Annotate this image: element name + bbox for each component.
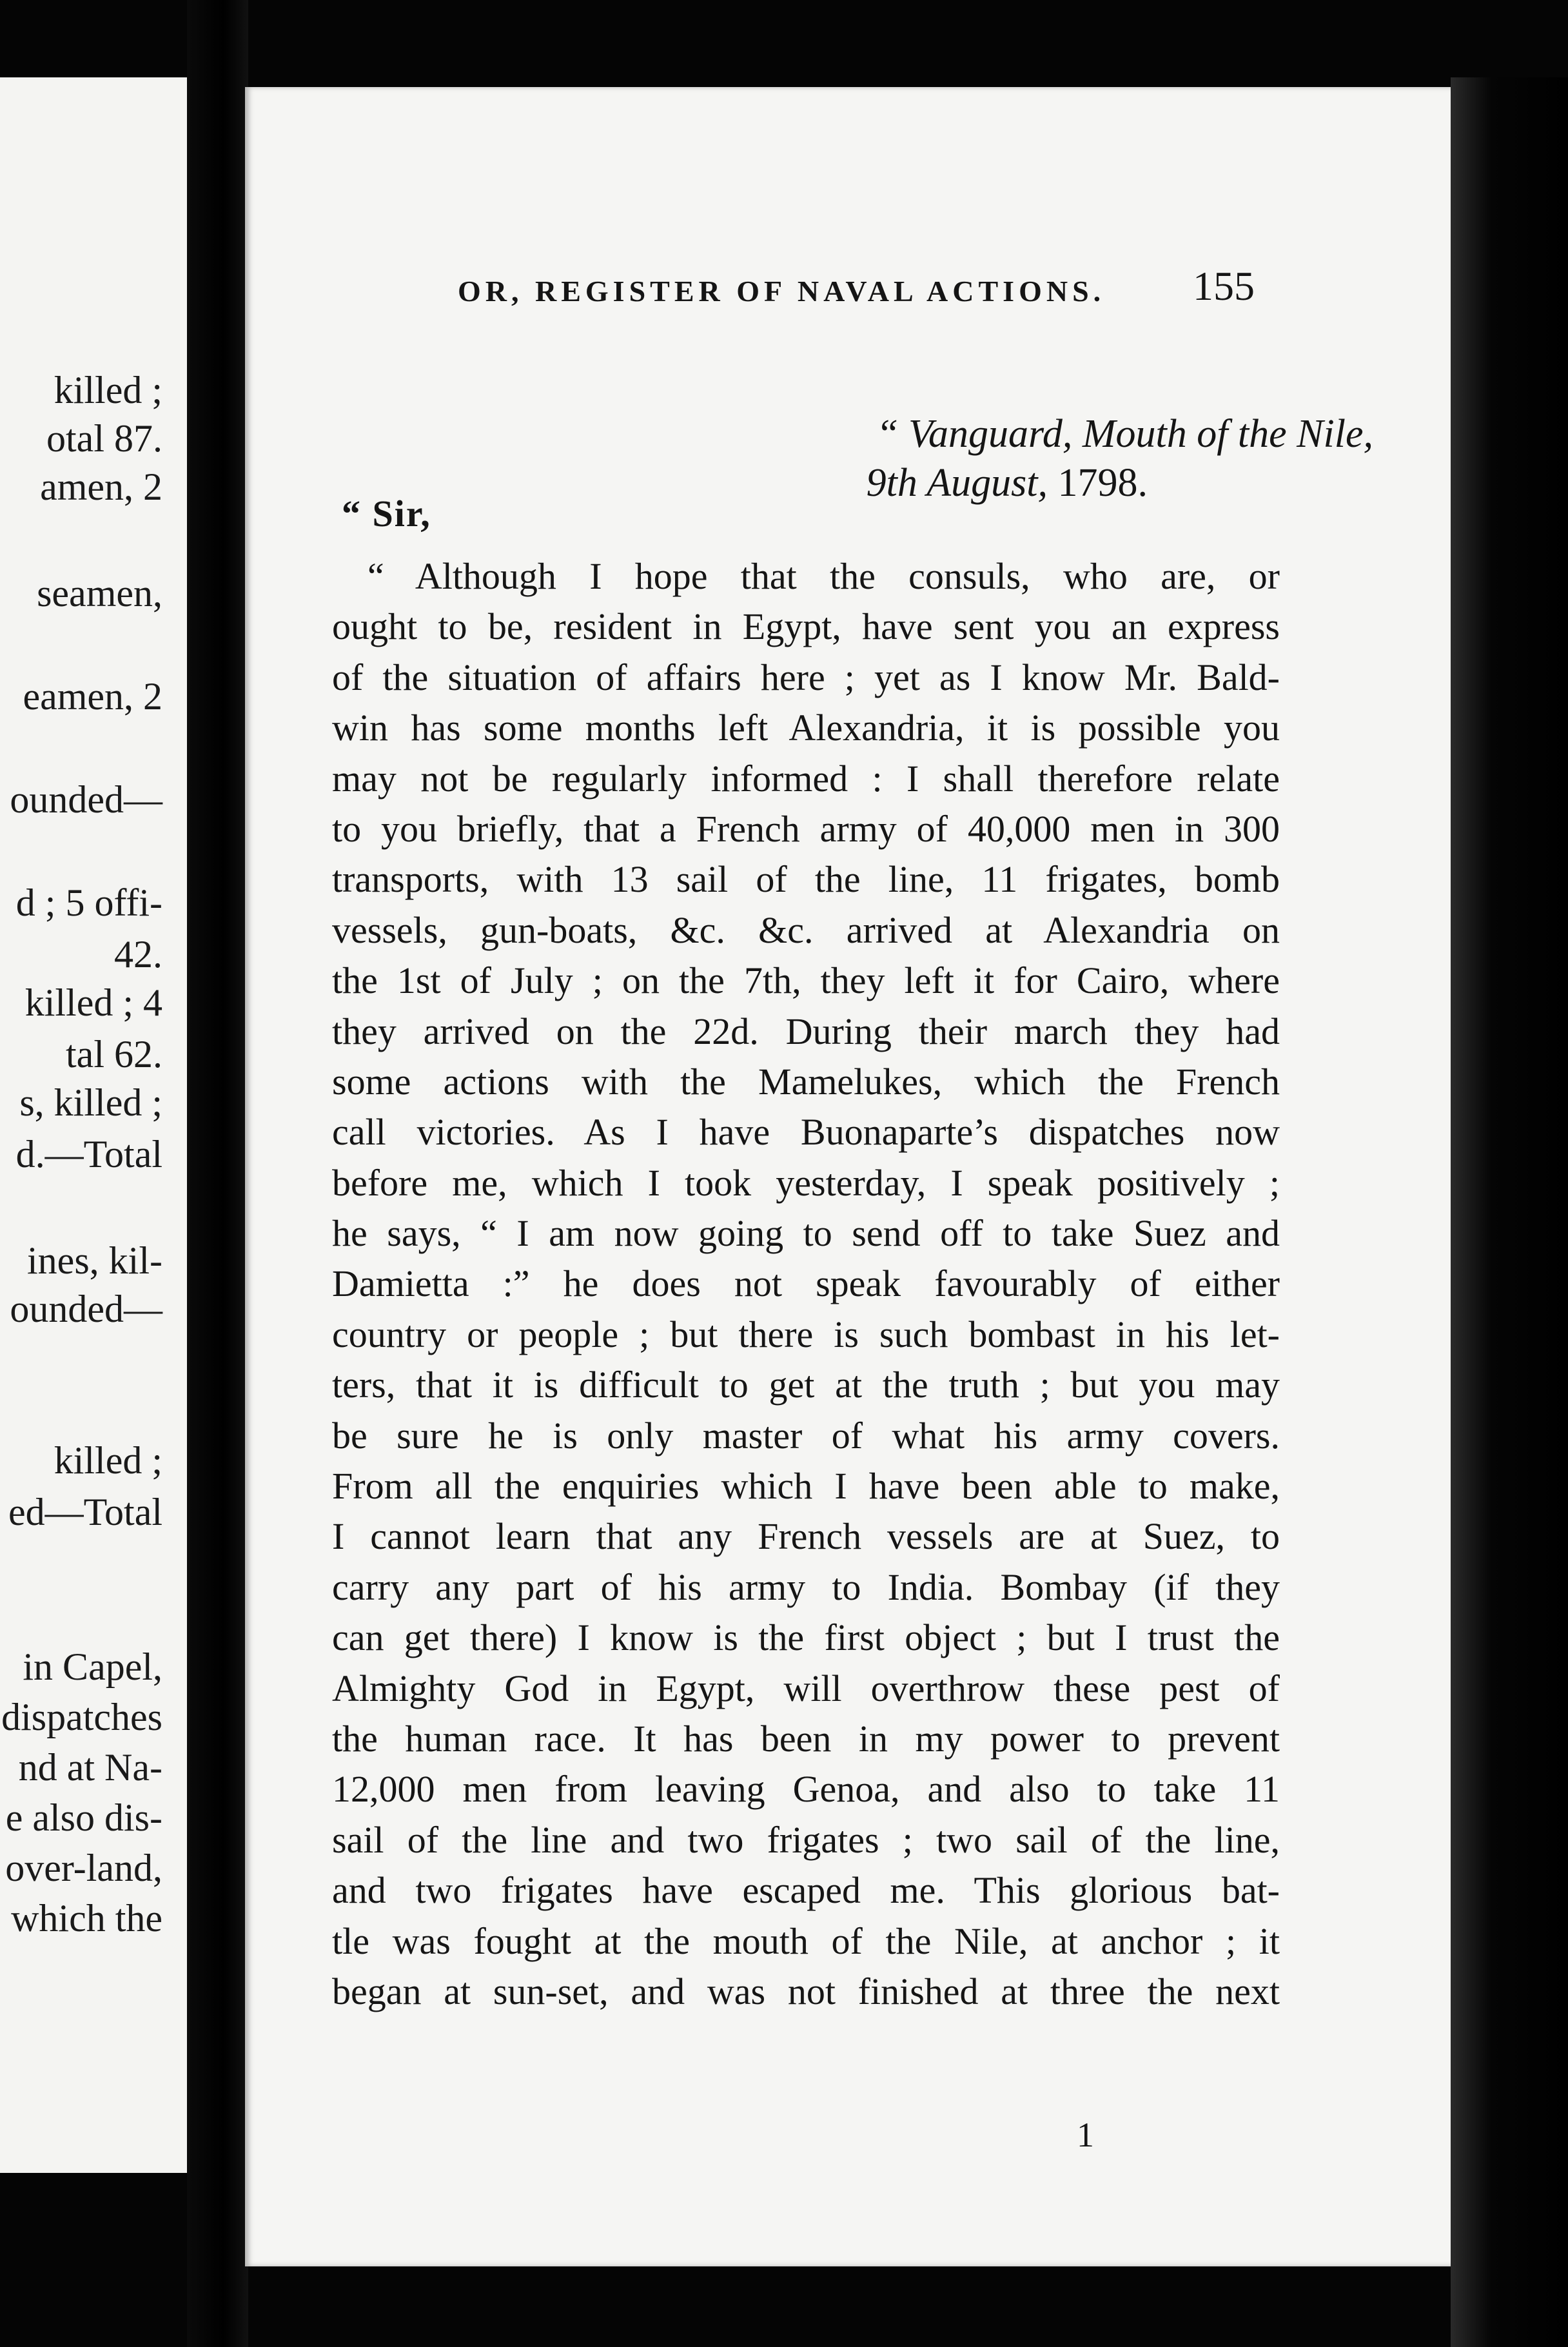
text-line: From all the enquiries which I have been able to make, — [332, 1465, 1280, 1507]
left-line: killed ; — [54, 1439, 162, 1482]
left-line: s, killed ; — [19, 1081, 162, 1124]
salutation: “ Sir, — [342, 493, 431, 535]
dateline-ship-place — [876, 409, 1373, 458]
text-line: may not be regularly informed : I shall therefore relate — [332, 757, 1280, 800]
left-line: seamen, — [37, 572, 162, 614]
text-line: Almighty God in Egypt, will overthrow these pest of — [332, 1667, 1280, 1709]
catchword: 1 — [1077, 2116, 1094, 2154]
left-line: killed ; — [54, 369, 162, 411]
text-line: before me, which I took yesterday, I speak positively ; — [332, 1161, 1280, 1204]
text-line: win has some months left Alexandria, it is possible you — [332, 707, 1280, 749]
left-line: killed ; 4 — [24, 981, 162, 1024]
text-line: country or people ; but there is such bombast in his let- — [332, 1313, 1280, 1355]
text-line: “ Although I hope that the consuls, who are, or — [368, 555, 1280, 597]
text-line: sail of the line and two frigates ; two sail of the line, — [332, 1818, 1280, 1861]
left-line: otal 87. — [46, 417, 162, 460]
text-line: transports, with 13 sail of the line, 11 frigates, bomb — [332, 858, 1280, 901]
text-line: he says, “ I am now going to send off to take Suez and — [332, 1212, 1280, 1255]
text-line: Damietta :” he does not speak favourably of either — [332, 1262, 1280, 1305]
text-line: some actions with the Mamelukes, which the French — [332, 1060, 1280, 1103]
left-line: d ; 5 offi- — [15, 881, 162, 924]
left-line: d.—Total — [15, 1133, 162, 1175]
dateline-place: Mouth of the Nile, — [1082, 412, 1373, 456]
previous-page-fragment — [0, 77, 187, 2173]
left-line: nd at Na- — [18, 1746, 162, 1789]
dateline-ship: “ Vanguard, — [876, 412, 1073, 456]
text-line: can get there) I know is the first object ; but I trust the — [332, 1616, 1280, 1659]
main-page — [245, 87, 1451, 2266]
left-line: which the — [11, 1897, 162, 1939]
text-line: call victories. As I have Buonaparte’s dispatches now — [332, 1111, 1280, 1154]
left-line: ounded— — [10, 778, 162, 821]
text-line: ters, that it is difficult to get at the truth ; but you may — [332, 1364, 1280, 1406]
text-line: and two frigates have escaped me. This glorious bat- — [332, 1869, 1280, 1912]
text-line: tle was fought at the mouth of the Nile, at anchor ; it — [332, 1920, 1280, 1962]
left-line: eamen, 2 — [23, 675, 162, 718]
left-line: 42. — [114, 933, 162, 976]
text-line: 12,000 men from leaving Genoa, and also to take 11 — [332, 1768, 1280, 1811]
left-line: amen, 2 — [40, 466, 162, 508]
dateline-date — [867, 458, 1148, 507]
letter-body — [332, 551, 1280, 2017]
left-line: ounded— — [10, 1288, 162, 1330]
page-edge-shadow — [1451, 77, 1568, 2347]
running-head: OR, REGISTER OF NAVAL ACTIONS. — [458, 275, 1106, 308]
left-line: dispatches — [1, 1696, 162, 1738]
text-line: the 1st of July ; on the 7th, they left it for Cairo, where — [332, 959, 1280, 1002]
text-line: vessels, gun-boats, &c. &c. arrived at Alexandria on — [332, 908, 1280, 951]
dateline-year: 1798. — [1057, 461, 1148, 505]
text-line: carry any part of his army to India. Bombay (if they — [332, 1566, 1280, 1608]
text-line: I cannot learn that any French vessels are at Suez, to — [332, 1515, 1280, 1558]
left-line: tal 62. — [66, 1033, 162, 1075]
book-gutter — [187, 0, 248, 2347]
text-line: the human race. It has been in my power to prevent — [332, 1717, 1280, 1760]
page-number: 155 — [1193, 263, 1255, 309]
text-line: be sure he is only master of what his army covers. — [332, 1414, 1280, 1457]
text-line: they arrived on the 22d. During their march they had — [332, 1010, 1280, 1052]
dateline-day: 9th August, — [866, 461, 1048, 505]
text-line: ought to be, resident in Egypt, have sent you an express — [332, 605, 1280, 648]
left-line: ines, kil- — [27, 1239, 162, 1282]
left-line: e also dis- — [5, 1796, 162, 1839]
text-line: of the situation of affairs here ; yet as I know Mr. Bald- — [332, 656, 1280, 698]
left-line: over-land, — [5, 1847, 162, 1889]
left-line: ed—Total — [8, 1491, 162, 1533]
text-line: to you briefly, that a French army of 40,000 men in 300 — [332, 807, 1280, 850]
text-line: began at sun-set, and was not finished at three the next — [332, 1970, 1280, 2012]
left-line: in Capel, — [23, 1645, 162, 1688]
